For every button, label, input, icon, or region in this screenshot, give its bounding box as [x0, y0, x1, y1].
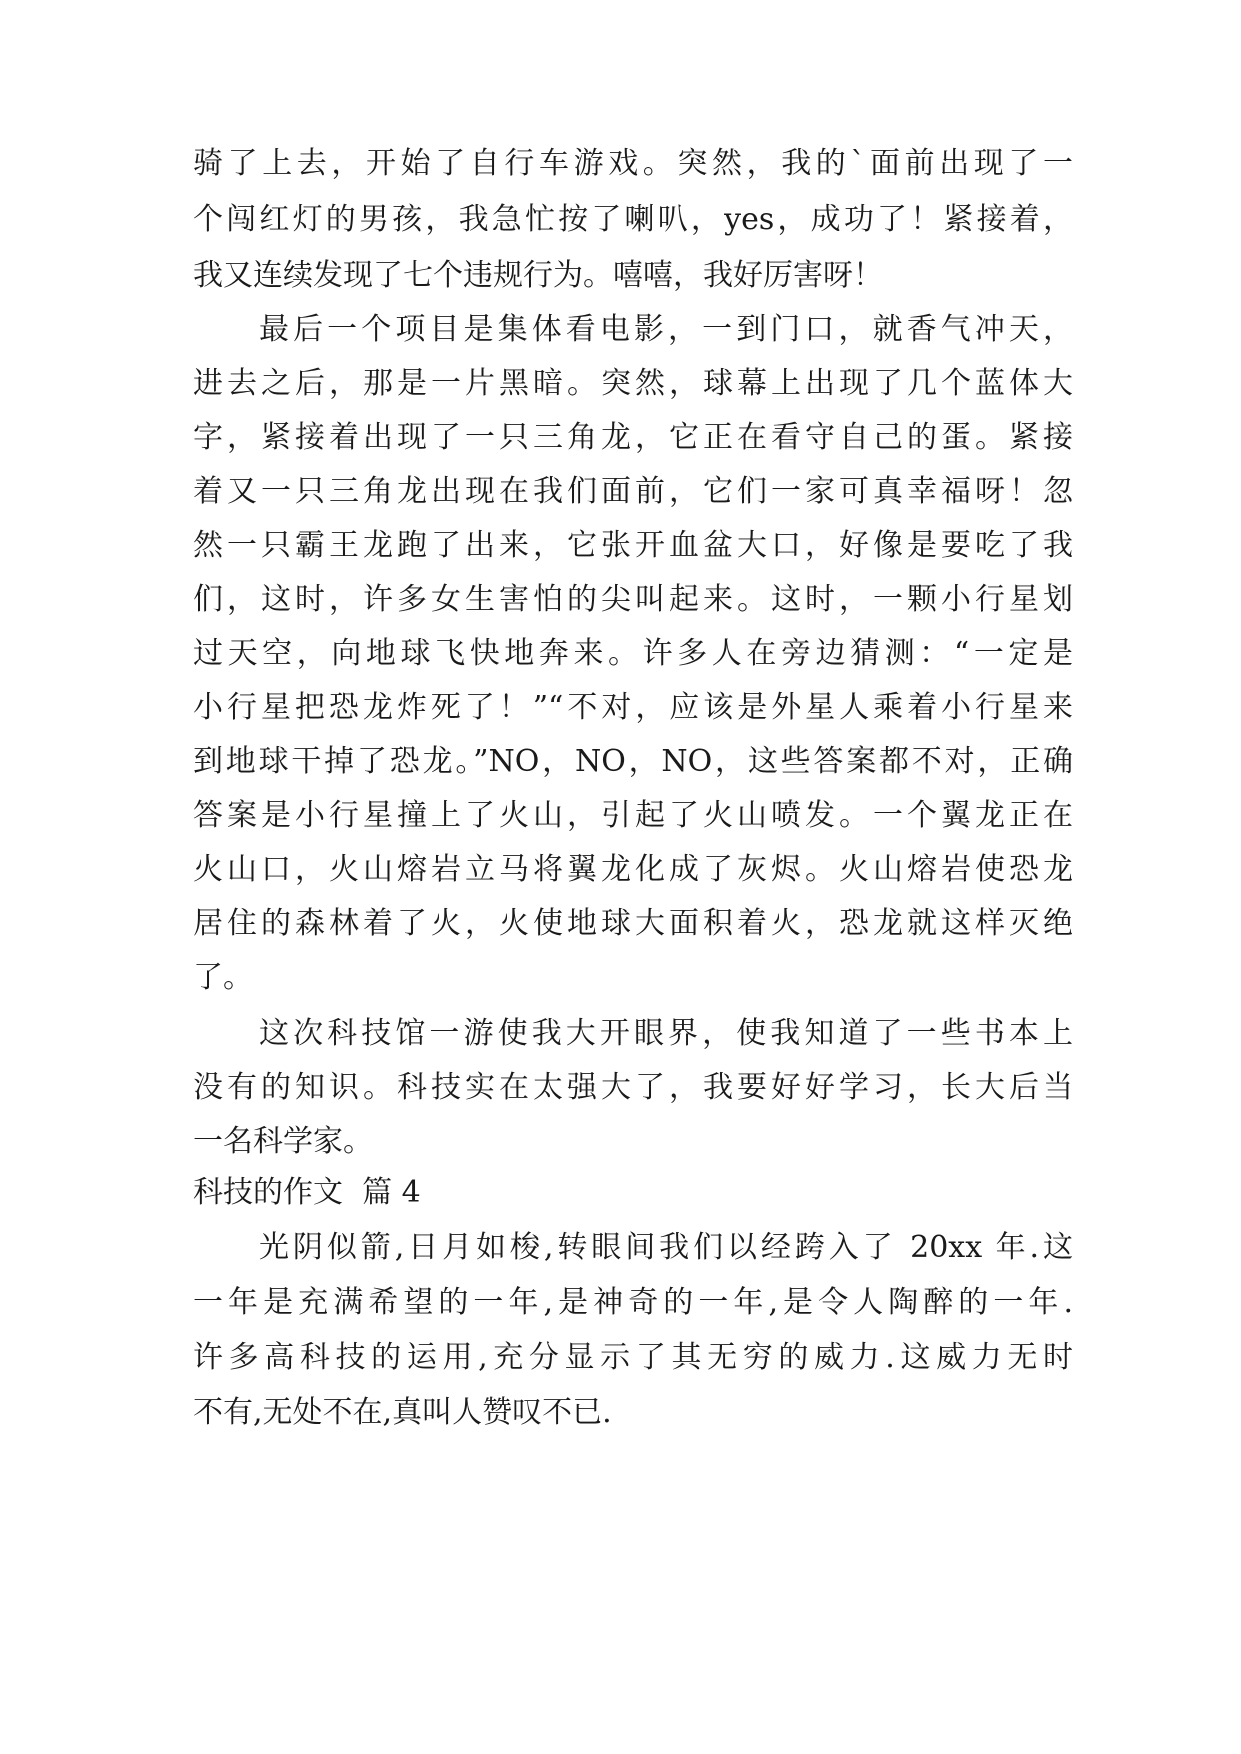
paragraph-2-line-2: 进去之后，那是一片黑暗。突然，球幕上出现了几个蓝体大 [193, 366, 1073, 401]
paragraph-2-line-6: 们，这时，许多女生害怕的尖叫起来。这时，一颗小行星划 [193, 582, 1073, 617]
paragraph-4-line-3: 许多高科技的运用,充分显示了其无穷的威力.这威力无时 [193, 1340, 1073, 1375]
paragraph-1-line-3: 我又连续发现了七个违规行为。嘻嘻，我好厉害呀！ [193, 258, 883, 293]
paragraph-2-line-8: 小行星把恐龙炸死了！”“不对，应该是外星人乘着小行星来 [193, 690, 1073, 725]
paragraph-1-line-2: 个闯红灯的男孩，我急忙按了喇叭，yes，成功了！紧接着， [193, 202, 1073, 237]
paragraph-3-line-3: 一名科学家。 [193, 1124, 373, 1159]
paragraph-1-line-1: 骑了上去，开始了自行车游戏。突然，我的`面前出现了一 [193, 146, 1073, 181]
paragraph-2-line-13: 了。 [193, 960, 253, 995]
paragraph-2-line-9: 到地球干掉了恐龙。”NO，NO，NO，这些答案都不对，正确 [193, 744, 1073, 779]
paragraph-2-line-1: 最后一个项目是集体看电影，一到门口，就香气冲天， [259, 312, 1073, 347]
section-heading: 科技的作文 篇 4 [193, 1175, 421, 1210]
paragraph-3-line-1: 这次科技馆一游使我大开眼界，使我知道了一些书本上 [259, 1016, 1073, 1051]
paragraph-2-line-4: 着又一只三角龙出现在我们面前，它们一家可真幸福呀！忽 [193, 474, 1073, 509]
paragraph-2-line-11: 火山口，火山熔岩立马将翼龙化成了灰烬。火山熔岩使恐龙 [193, 852, 1073, 887]
paragraph-2-line-12: 居住的森林着了火，火使地球大面积着火，恐龙就这样灭绝 [193, 906, 1073, 941]
paragraph-2-line-10: 答案是小行星撞上了火山，引起了火山喷发。一个翼龙正在 [193, 798, 1073, 833]
paragraph-2-line-3: 字，紧接着出现了一只三角龙，它正在看守自己的蛋。紧接 [193, 420, 1073, 455]
paragraph-2-line-5: 然一只霸王龙跑了出来，它张开血盆大口，好像是要吃了我 [193, 528, 1073, 563]
paragraph-4-line-4: 不有,无处不在,真叫人赞叹不已. [193, 1395, 612, 1430]
paragraph-2-line-7: 过天空，向地球飞快地奔来。许多人在旁边猜测：“一定是 [193, 636, 1073, 671]
paragraph-4-line-2: 一年是充满希望的一年,是神奇的一年,是令人陶醉的一年. [193, 1285, 1073, 1320]
paragraph-3-line-2: 没有的知识。科技实在太强大了，我要好好学习，长大后当 [193, 1070, 1073, 1105]
paragraph-4-line-1: 光阴似箭,日月如梭,转眼间我们以经跨入了 20xx 年.这 [259, 1230, 1073, 1265]
